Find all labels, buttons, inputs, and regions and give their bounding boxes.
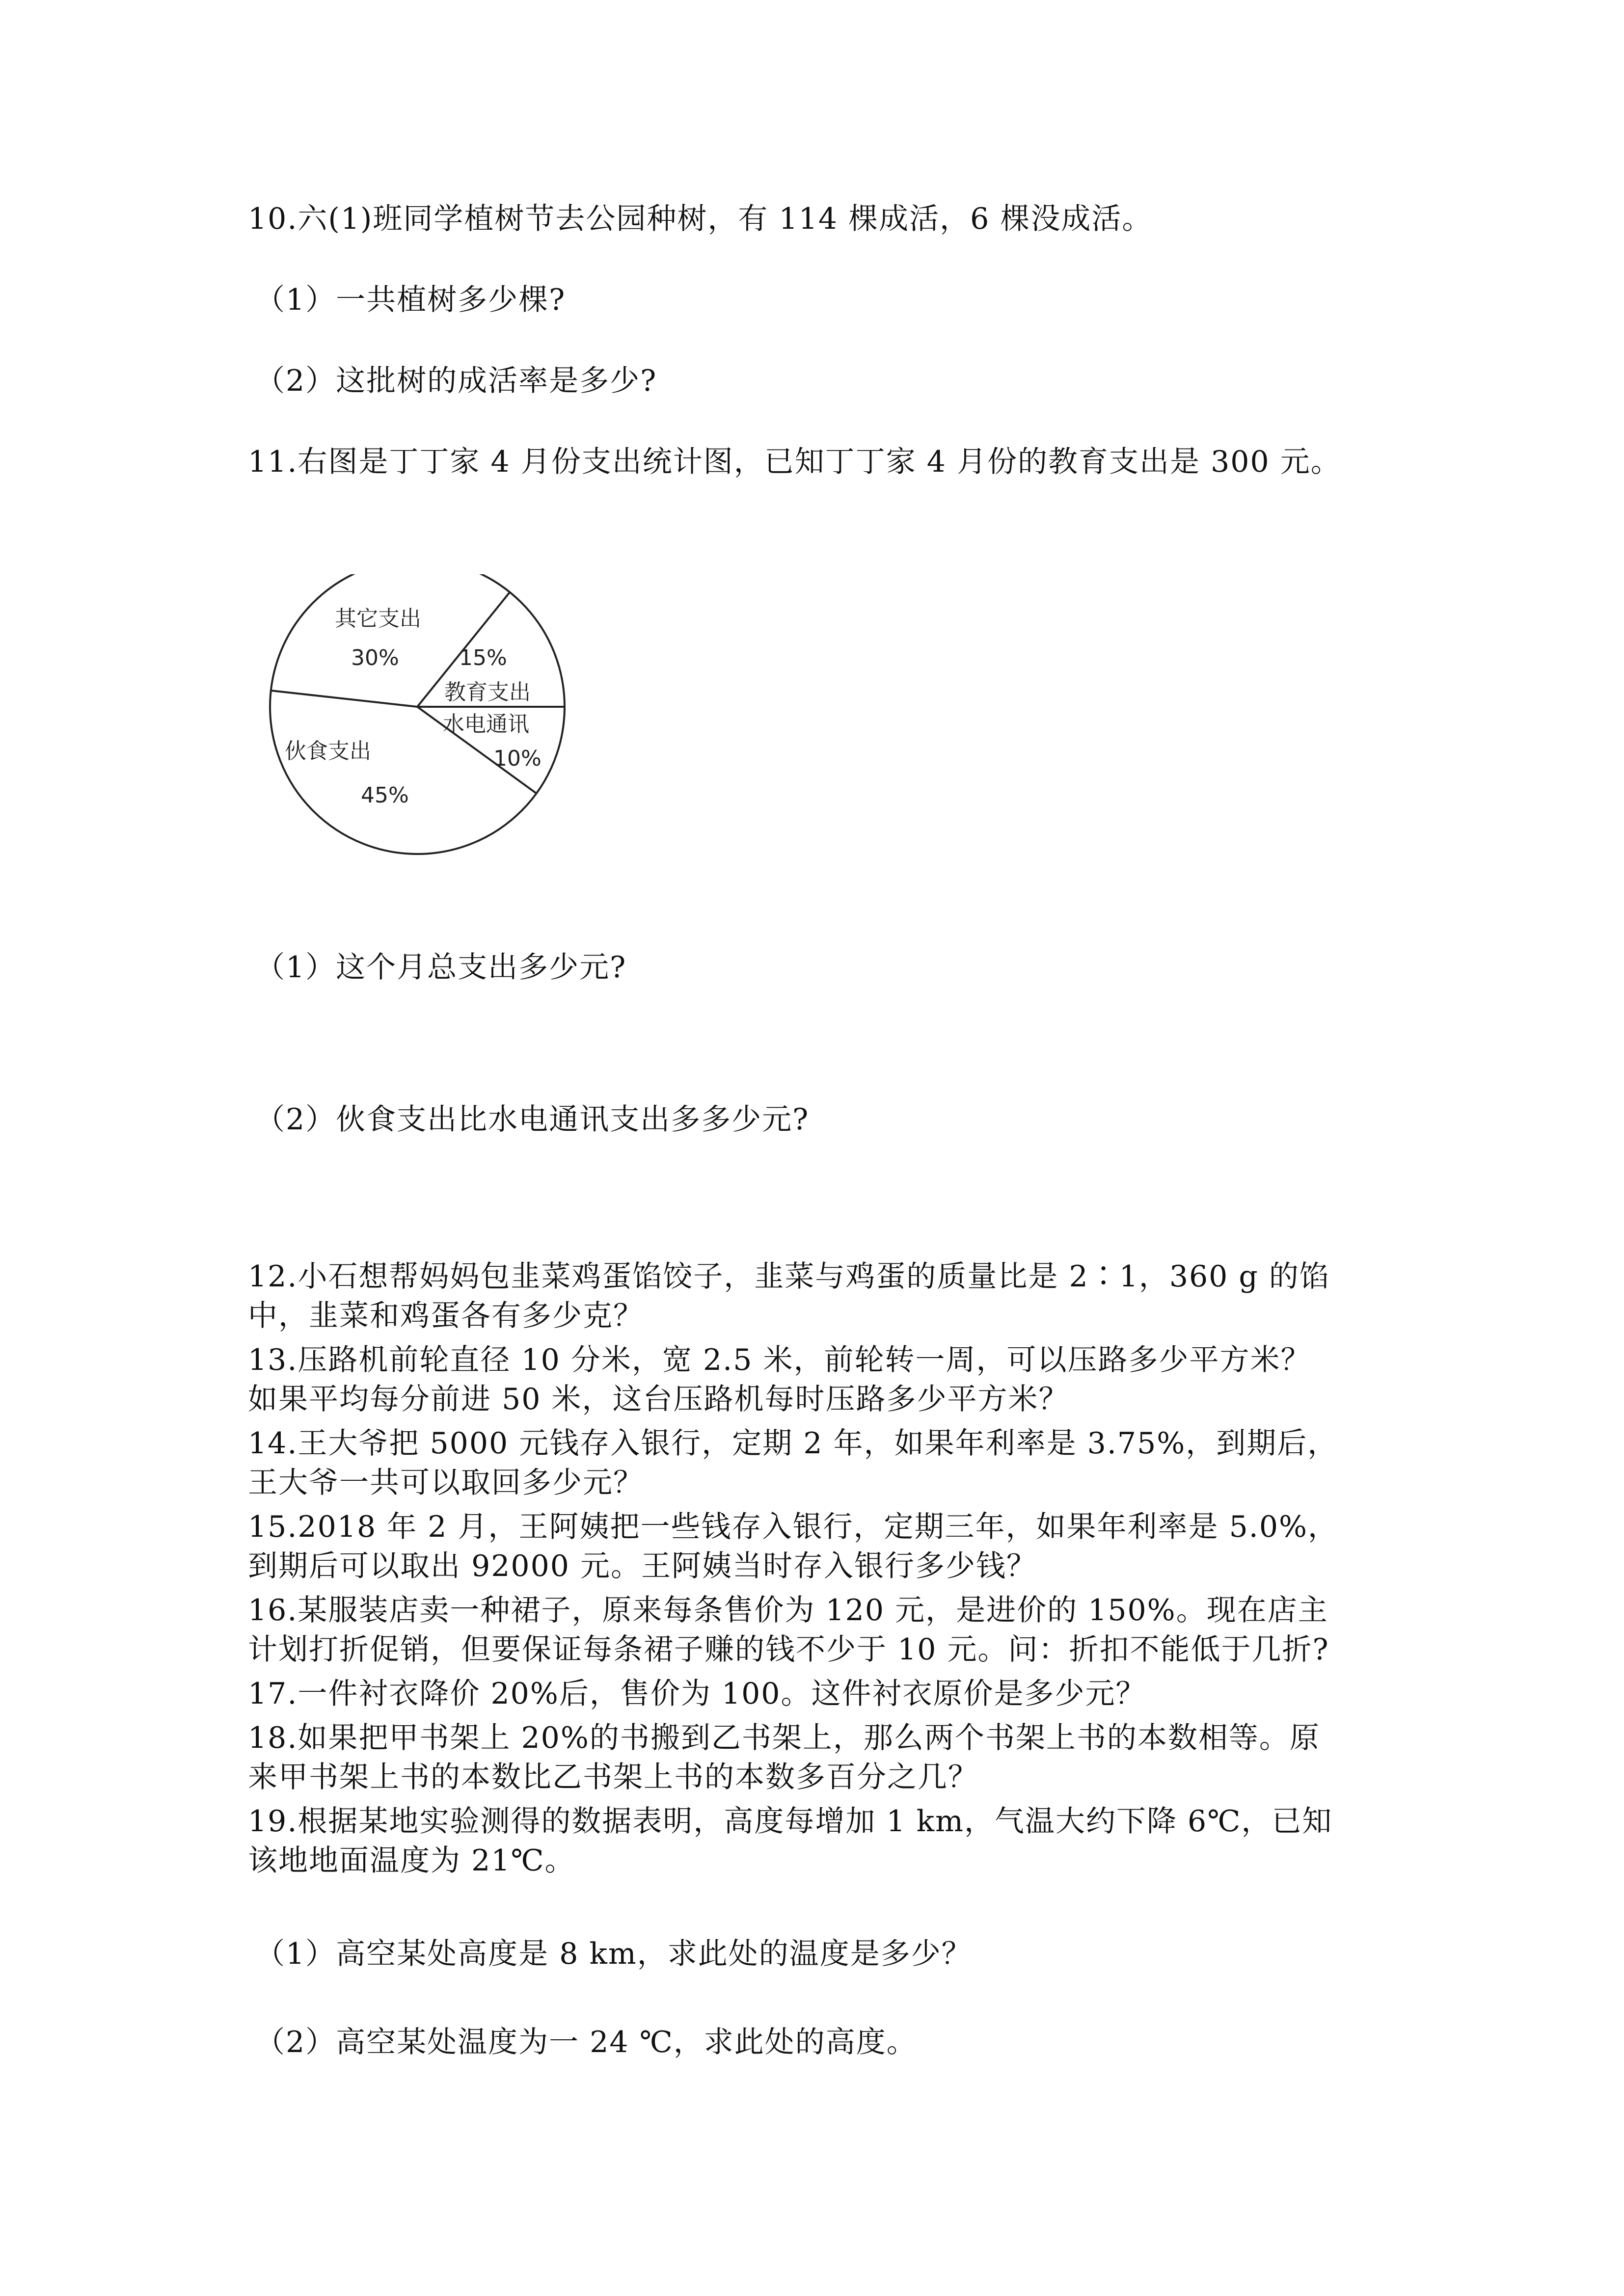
- question-10-stem: 10.六(1)班同学植树节去公园种树，有 114 棵成活，6 棵没成活。: [248, 202, 1153, 236]
- question-18-line-1: 18.如果把甲书架上 20%的书搬到乙书架上，那么两个书架上书的本数相等。原: [248, 1721, 1320, 1755]
- question-19-part-2: （2）高空某处温度为一 24 ℃，求此处的高度。: [255, 2025, 917, 2059]
- question-15-line-2: 到期后可以取出 92000 元。王阿姨当时存入银行多少钱？: [248, 1549, 1037, 1583]
- question-19-line-1: 19.根据某地实验测得的数据表明，高度每增加 1 km，气温大约下降 6℃，已知: [248, 1804, 1333, 1839]
- question-13-line-2: 如果平均每分前进 50 米，这台压路机每时压路多少平方米？: [248, 1382, 1069, 1416]
- question-11-part-2: （2）伙食支出比水电通讯支出多多少元?: [255, 1102, 810, 1137]
- slice-label-utilities: 水电通讯: [443, 712, 529, 737]
- question-11-stem: 11.右图是丁丁家 4 月份支出统计图，已知丁丁家 4 月份的教育支出是 300 元。: [248, 445, 1341, 479]
- slice-percent-other: 30%: [351, 645, 399, 670]
- slice-label-food: 伙食支出: [285, 739, 371, 764]
- question-19-part-1: （1）高空某处高度是 8 km，求此处的温度是多少？: [255, 1937, 972, 1971]
- question-10-part-2: （2）这批树的成活率是多少?: [255, 364, 657, 398]
- question-16-line-1: 16.某服装店卖一种裙子，原来每条售价为 120 元，是进价的 150%。现在店主: [248, 1593, 1328, 1628]
- slice-percent-utilities: 10%: [493, 746, 541, 771]
- question-19-line-2: 该地地面温度为 21℃。: [248, 1843, 575, 1878]
- question-16-line-2: 计划打折促销，但要保证每条裙子赚的钱不少于 10 元。问：折扣不能低于几折?: [248, 1632, 1329, 1667]
- question-13-line-1: 13.压路机前轮直径 10 分米，宽 2.5 米，前轮转一周，可以压路多少平方米？: [248, 1343, 1311, 1377]
- question-14-line-1: 14.王大爷把 5000 元钱存入银行，定期 2 年，如果年利率是 3.75%，到期后，: [248, 1426, 1338, 1461]
- question-18-line-2: 来甲书架上书的本数比乙书架上书的本数多百分之几？: [248, 1760, 978, 1794]
- question-17-line-1: 17.一件衬衣降价 20%后，售价为 100。这件衬衣原价是多少元？: [248, 1677, 1146, 1711]
- slice-label-education: 教育支出: [444, 680, 531, 705]
- expense-pie-chart: [255, 574, 579, 869]
- question-10-part-1: （1）一共植树多少棵?: [255, 283, 566, 317]
- question-12-line-2: 中，韭菜和鸡蛋各有多少克？: [248, 1299, 644, 1333]
- question-12-line-1: 12.小石想帮妈妈包韭菜鸡蛋馅饺子，韭菜与鸡蛋的质量比是 2∶1，360 g 的馅: [248, 1259, 1330, 1294]
- question-15-line-1: 15.2018 年 2 月，王阿姨把一些钱存入银行，定期三年，如果年利率是 5.0%，: [248, 1510, 1339, 1544]
- question-11-part-1: （1）这个月总支出多少元?: [255, 950, 627, 985]
- slice-percent-food: 45%: [361, 783, 409, 808]
- slice-percent-education: 15%: [459, 645, 507, 670]
- question-14-line-2: 王大爷一共可以取回多少元？: [248, 1466, 644, 1500]
- slice-divider-food-other: [271, 691, 417, 707]
- slice-label-other: 其它支出: [335, 606, 421, 631]
